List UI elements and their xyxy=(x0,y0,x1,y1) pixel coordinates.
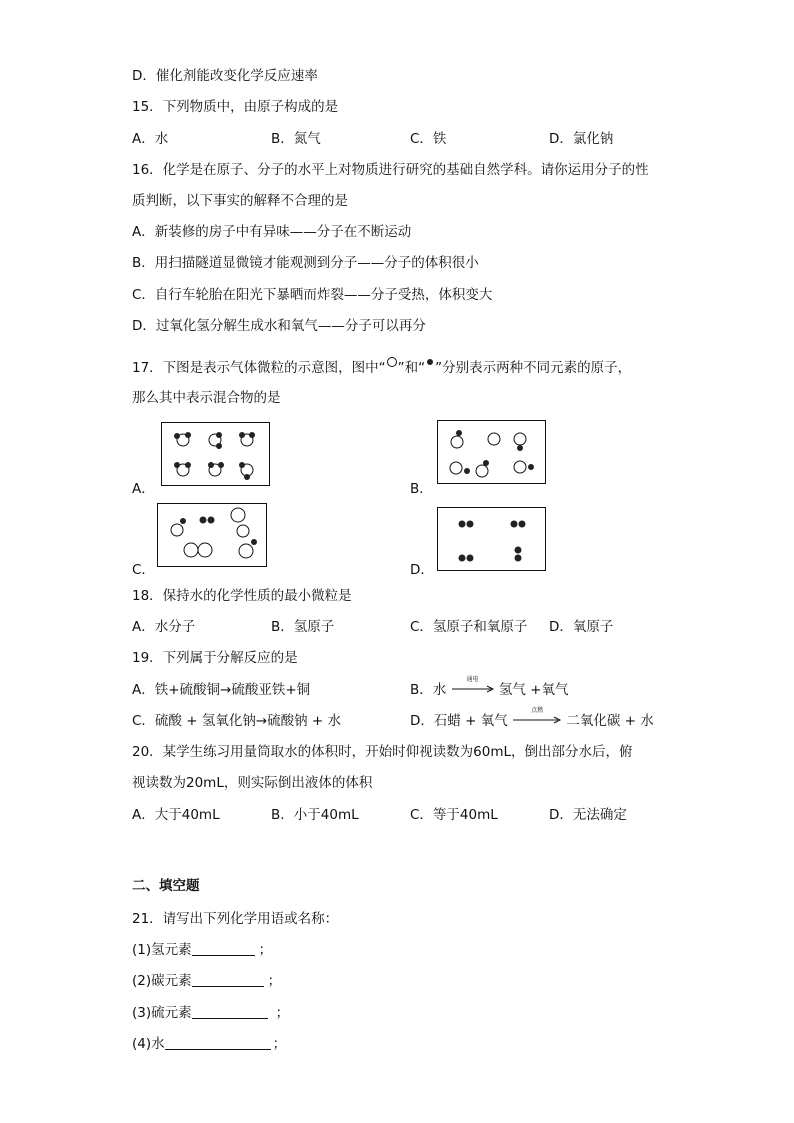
q16-option-b: B．用扫描隧道显微镜才能观测到分子——分子的体积很小 xyxy=(132,255,479,271)
q19-b-condition: 通电 xyxy=(466,676,479,683)
q15-option-d: D．氯化钠 xyxy=(549,131,614,147)
q14-option-d: D．催化剂能改变化学反应速率 xyxy=(132,68,318,84)
q16-option-d: D．过氧化氢分解生成水和氧气——分子可以再分 xyxy=(132,318,426,334)
q19-option-b-right: 氢气 +氧气 xyxy=(498,682,569,698)
q16-stem-line2: 质判断，以下事实的解释不合理的是 xyxy=(132,193,348,209)
q19-d-condition: 点燃 xyxy=(531,707,544,714)
q21-item-4-label: (4)水 xyxy=(132,1036,165,1052)
molecule-diagram-c xyxy=(158,504,266,566)
q15-stem: 15．下列物质中，由原子构成的是 xyxy=(132,99,339,115)
arrow-right-icon xyxy=(512,713,562,725)
answer-blank-2[interactable] xyxy=(192,972,264,987)
q17-diagram-c xyxy=(157,503,267,567)
q18-option-c: C．氢原子和氧原子 xyxy=(410,619,528,635)
q17-stem-part2: ”和“ xyxy=(397,360,426,376)
answer-blank-1[interactable] xyxy=(192,941,255,956)
reaction-arrow-icon xyxy=(451,676,495,694)
q17-stem-line2: 那么其中表示混合物的是 xyxy=(132,390,281,406)
q17-diagram-b xyxy=(437,420,546,484)
q21-item-2 xyxy=(132,972,281,990)
q21-item-4 xyxy=(132,1035,286,1053)
q21-item-3 xyxy=(132,1004,289,1022)
q18-option-b: B．氢原子 xyxy=(271,619,335,635)
q20-option-b: B．小于40mL xyxy=(271,807,359,823)
q16-option-a: A．新装修的房子中有异味——分子在不断运动 xyxy=(132,224,412,240)
q17-diagram-a xyxy=(161,422,270,486)
q19-option-a: A．铁+硫酸铜→硫酸亚铁+铜 xyxy=(132,682,311,698)
q17-label-d: D． xyxy=(410,562,434,578)
q18-option-a: A．水分子 xyxy=(132,619,196,635)
q21-item-2-label: (2)碳元素 xyxy=(132,973,192,989)
q20-option-a: A．大于40mL xyxy=(132,807,220,823)
molecule-diagram-a xyxy=(162,423,269,485)
q18-stem: 18．保持水的化学性质的最小微粒是 xyxy=(132,588,352,604)
q17-stem-part1: 17．下图是表示气体微粒的示意图，图中“ xyxy=(132,360,386,376)
q17-stem-line1 xyxy=(132,356,631,377)
q15-option-a: A．水 xyxy=(132,131,169,147)
reaction-arrow-icon xyxy=(512,707,562,725)
q17-stem-part3: ”分别表示两种不同元素的原子， xyxy=(435,360,632,376)
q20-stem-line1: 20．某学生练习用量筒取水的体积时，开始时仰视读数为60mL，倒出部分水后，俯 xyxy=(132,744,633,760)
answer-blank-4[interactable] xyxy=(165,1035,271,1050)
q19-option-b-left: B．水 xyxy=(410,682,447,698)
filled-circle-atom-icon xyxy=(425,358,435,368)
arrow-right-icon xyxy=(451,682,495,694)
q19-stem: 19．下列属于分解反应的是 xyxy=(132,650,298,666)
answer-blank-3[interactable] xyxy=(192,1004,268,1019)
q16-option-c: C．自行车轮胎在阳光下暴晒而炸裂——分子受热，体积变大 xyxy=(132,287,493,303)
molecule-diagram-b xyxy=(438,421,545,483)
q18-option-d: D．氧原子 xyxy=(549,619,614,635)
q20-stem-line2: 视读数为20mL，则实际倒出液体的体积 xyxy=(132,775,373,791)
q17-label-c: C． xyxy=(132,562,155,578)
q20-option-c: C．等于40mL xyxy=(410,807,498,823)
q21-item-1-tail: ； xyxy=(258,942,273,958)
molecule-diagram-d xyxy=(438,508,545,570)
q19-option-d-right: 二氧化碳 + 水 xyxy=(566,713,654,729)
q17-label-b: B． xyxy=(410,481,433,497)
q21-item-4-tail: ； xyxy=(272,1036,287,1052)
q17-label-a: A． xyxy=(132,481,155,497)
q17-diagram-d xyxy=(437,507,546,571)
q21-item-2-tail: ； xyxy=(267,973,282,989)
open-circle-atom-icon xyxy=(386,356,398,368)
q19-option-c: C．硫酸 + 氢氧化钠→硫酸钠 + 水 xyxy=(132,713,342,729)
q15-option-b: B．氮气 xyxy=(271,131,321,147)
q21-stem: 21．请写出下列化学用语或名称： xyxy=(132,911,339,927)
q19-option-d xyxy=(410,707,654,730)
q19-option-d-left: D．石蜡 + 氧气 xyxy=(410,713,508,729)
section-title-fill-blank: 二、填空题 xyxy=(132,878,200,894)
q20-option-d: D．无法确定 xyxy=(549,807,627,823)
q21-item-1 xyxy=(132,941,272,959)
q15-option-c: C．铁 xyxy=(410,131,447,147)
q19-option-b xyxy=(410,676,569,699)
q21-item-3-tail: ； xyxy=(275,1005,290,1021)
q21-item-1-label: (1)氢元素 xyxy=(132,942,192,958)
q21-item-3-label: (3)硫元素 xyxy=(132,1005,192,1021)
q16-stem-line1: 16．化学是在原子、分子的水平上对物质进行研究的基础自然学科。请你运用分子的性 xyxy=(132,162,649,178)
